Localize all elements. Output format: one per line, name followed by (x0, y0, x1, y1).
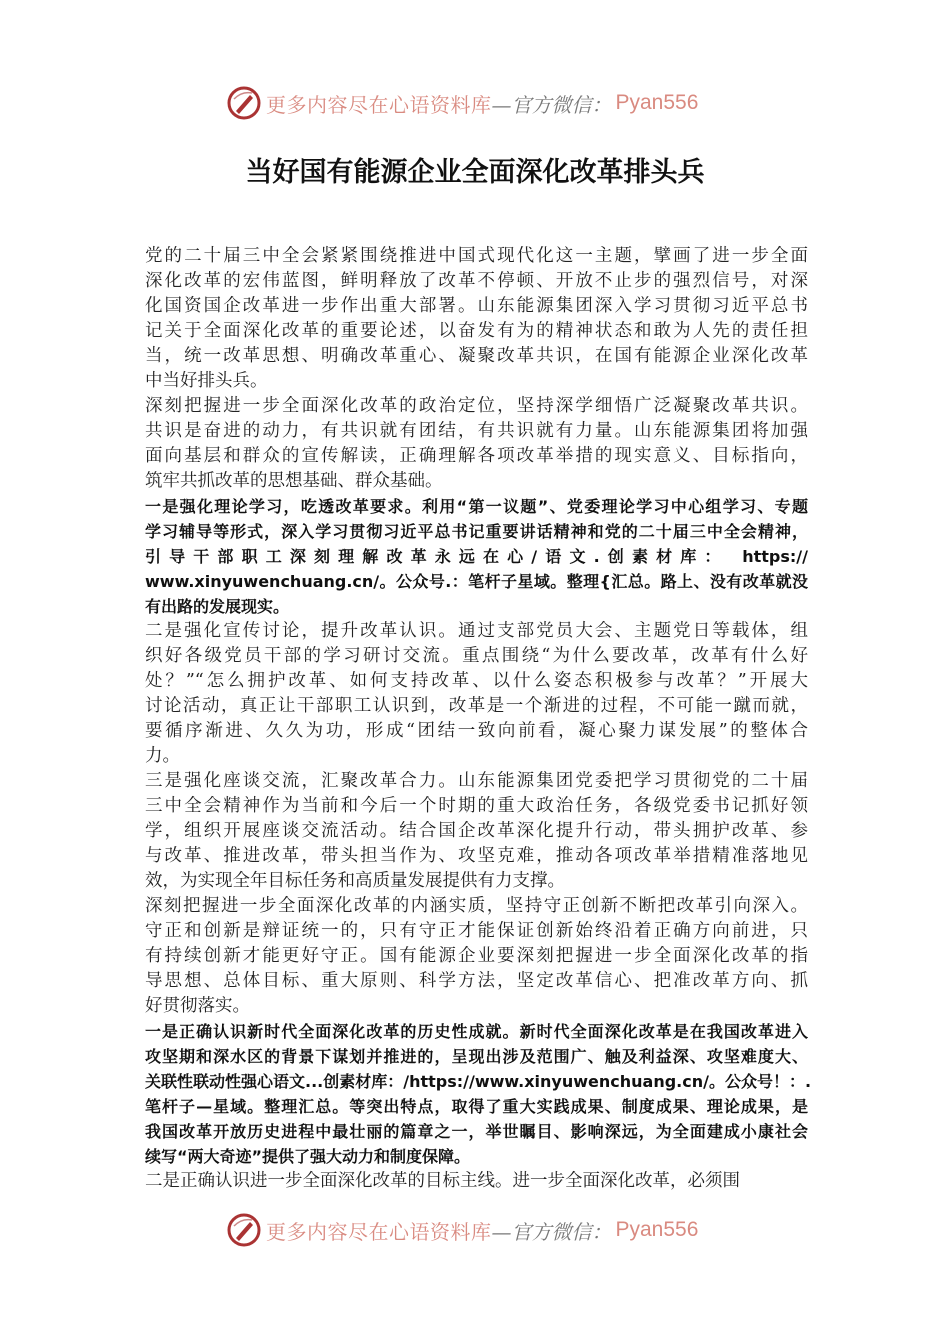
paragraph (145, 894, 808, 1019)
text-line: 我国改革开放历史进程中最壮丽的篇章之一，举世瞩目、影响深远，为全面建成小康社会 (145, 1122, 808, 1141)
banner-wechat-id: Pyan556 (615, 1218, 699, 1241)
text-line: 一是强化理论学习，吃透改革要求。利用“第一议题”、党委理论学习中心组学习、专题 (145, 497, 808, 516)
banner-separator: —官方微信： (491, 1219, 612, 1244)
text-line: 续写“两大奇迹”提供了强大动力和制度保障。 (145, 1147, 471, 1166)
text-line: 中当好排头兵。 (145, 371, 268, 391)
text-line: 攻坚期和深水区的背景下谋划并推进的，呈现出涉及范围广、触及利益深、攻坚难度大、 (145, 1047, 808, 1066)
banner-separator: —官方微信： (491, 92, 612, 117)
text-line: 织好各级党员干部的学习研讨交流。重点围绕“为什么要改革，改革有什么好 (145, 646, 808, 666)
banner-text: 更多内容尽在心语资料库 (266, 1219, 492, 1244)
document-title: 当好国有能源企业全面深化改革排头兵 (245, 157, 705, 188)
text-line: 共识是奋进的动力，有共识就有团结，有共识就有力量。山东能源集团将加强 (145, 421, 808, 441)
paragraph (145, 244, 808, 394)
text-line: 化国资国企改革进一步作出重大部署。山东能源集团深入学习贯彻习近平总书 (145, 296, 808, 316)
paragraph (145, 1169, 808, 1194)
text-line: 三中全会精神作为当前和今后一个时期的重大政治任务，各级党委书记抓好领 (145, 796, 808, 816)
text-line: www.xinyuwenchuang.cn/。公众号.：笔杆子星域。整理{汇总。路上、没有改革就没 (145, 572, 808, 591)
text-line: 面向基层和群众的宣传解读，正确理解各项改革举措的现实意义、目标指向， (145, 446, 808, 466)
text-line: 处？”“怎么拥护改革、如何支持改革、以什么姿态积极参与改革？”开展大 (145, 671, 808, 691)
text-line: 效，为实现全年目标任务和高质量发展提供有力支撑。 (145, 871, 565, 891)
text-line: 守正和创新是辩证统一的，只有守正才能保证创新始终沿着正确方向前进，只 (145, 921, 808, 941)
text-line: 导思想、总体目标、重大原则、科学方法，坚定改革信心、把准改革方向、抓 (145, 971, 808, 991)
paragraph (145, 769, 808, 894)
text-line: 讨论活动，真正让干部职工认识到，改革是一个渐进的过程，不可能一蹴而就， (145, 696, 808, 716)
text-line: 学，组织开展座谈交流活动。结合国企改革深化提升行动，带头拥护改革、参 (145, 821, 808, 841)
text-line: 要循序渐进、久久为功，形成“团结一致向前看，凝心聚力谋发展”的整体合 (145, 721, 808, 741)
text-line: 筑牢共抓改革的思想基础、群众基础。 (145, 471, 443, 491)
paragraph (145, 494, 808, 619)
pen-logo-icon (226, 1212, 262, 1248)
paragraph (145, 619, 808, 769)
document-body (145, 244, 812, 1194)
text-line: 党的二十届三中全会紧紧围绕推进中国式现代化这一主题，擘画了进一步全面 (145, 246, 808, 266)
header-banner (226, 83, 726, 123)
banner-text: 更多内容尽在心语资料库 (266, 92, 492, 117)
text-line: 记关于全面深化改革的重要论述，以奋发有为的精神状态和敢为人先的责任担 (145, 321, 808, 341)
text-line: 深化改革的宏伟蓝图，鲜明释放了改革不停顿、开放不止步的强烈信号，对深 (145, 271, 808, 291)
text-line: 二是正确认识进一步全面深化改革的目标主线。进一步全面深化改革，必须围 (145, 1171, 740, 1191)
paragraph (145, 1019, 812, 1169)
text-line: 力。 (145, 746, 180, 766)
paragraph (145, 394, 808, 494)
text-line: 当，统一改革思想、明确改革重心、凝聚改革共识，在国有能源企业深化改革 (145, 346, 808, 366)
text-line: 引导干部职工深刻理解改革永远在心/语文.创素材库： https:// (145, 547, 808, 566)
text-line: 笔杆子—星域。整理汇总。等突出特点，取得了重大实践成果、制度成果、理论成果，是 (145, 1097, 808, 1116)
text-line: 好贯彻落实。 (145, 996, 250, 1016)
pen-logo-icon (226, 85, 262, 121)
text-line: 与改革、推进改革，带头担当作为、攻坚克难，推动各项改革举措精准落地见 (145, 846, 808, 866)
text-line: 有持续创新才能更好守正。国有能源企业要深刻把握进一步全面深化改革的指 (145, 946, 808, 966)
text-line: 学习辅导等形式，深入学习贯彻习近平总书记重要讲话精神和党的二十届三中全会精神， (145, 522, 808, 541)
text-line: 深刻把握进一步全面深化改革的内涵实质，坚持守正创新不断把改革引向深入。 (145, 896, 808, 916)
text-line: 有出路的发展现实。 (145, 597, 290, 616)
banner-wechat-id: Pyan556 (615, 91, 699, 114)
text-line: 深刻把握进一步全面深化改革的政治定位，坚持深学细悟广泛凝聚改革共识。 (145, 396, 808, 416)
text-line: 关联性联动性强心语文...创素材库：/https://www.xinyuwenchuang.cn/。公众号！：. (145, 1072, 812, 1091)
text-line: 二是强化宣传讨论，提升改革认识。通过支部党员大会、主题党日等载体，组 (145, 621, 808, 641)
text-line: 三是强化座谈交流，汇聚改革合力。山东能源集团党委把学习贯彻党的二十届 (145, 771, 808, 791)
footer-banner (226, 1210, 726, 1250)
text-line: 一是正确认识新时代全面深化改革的历史性成就。新时代全面深化改革是在我国改革进入 (145, 1022, 808, 1041)
